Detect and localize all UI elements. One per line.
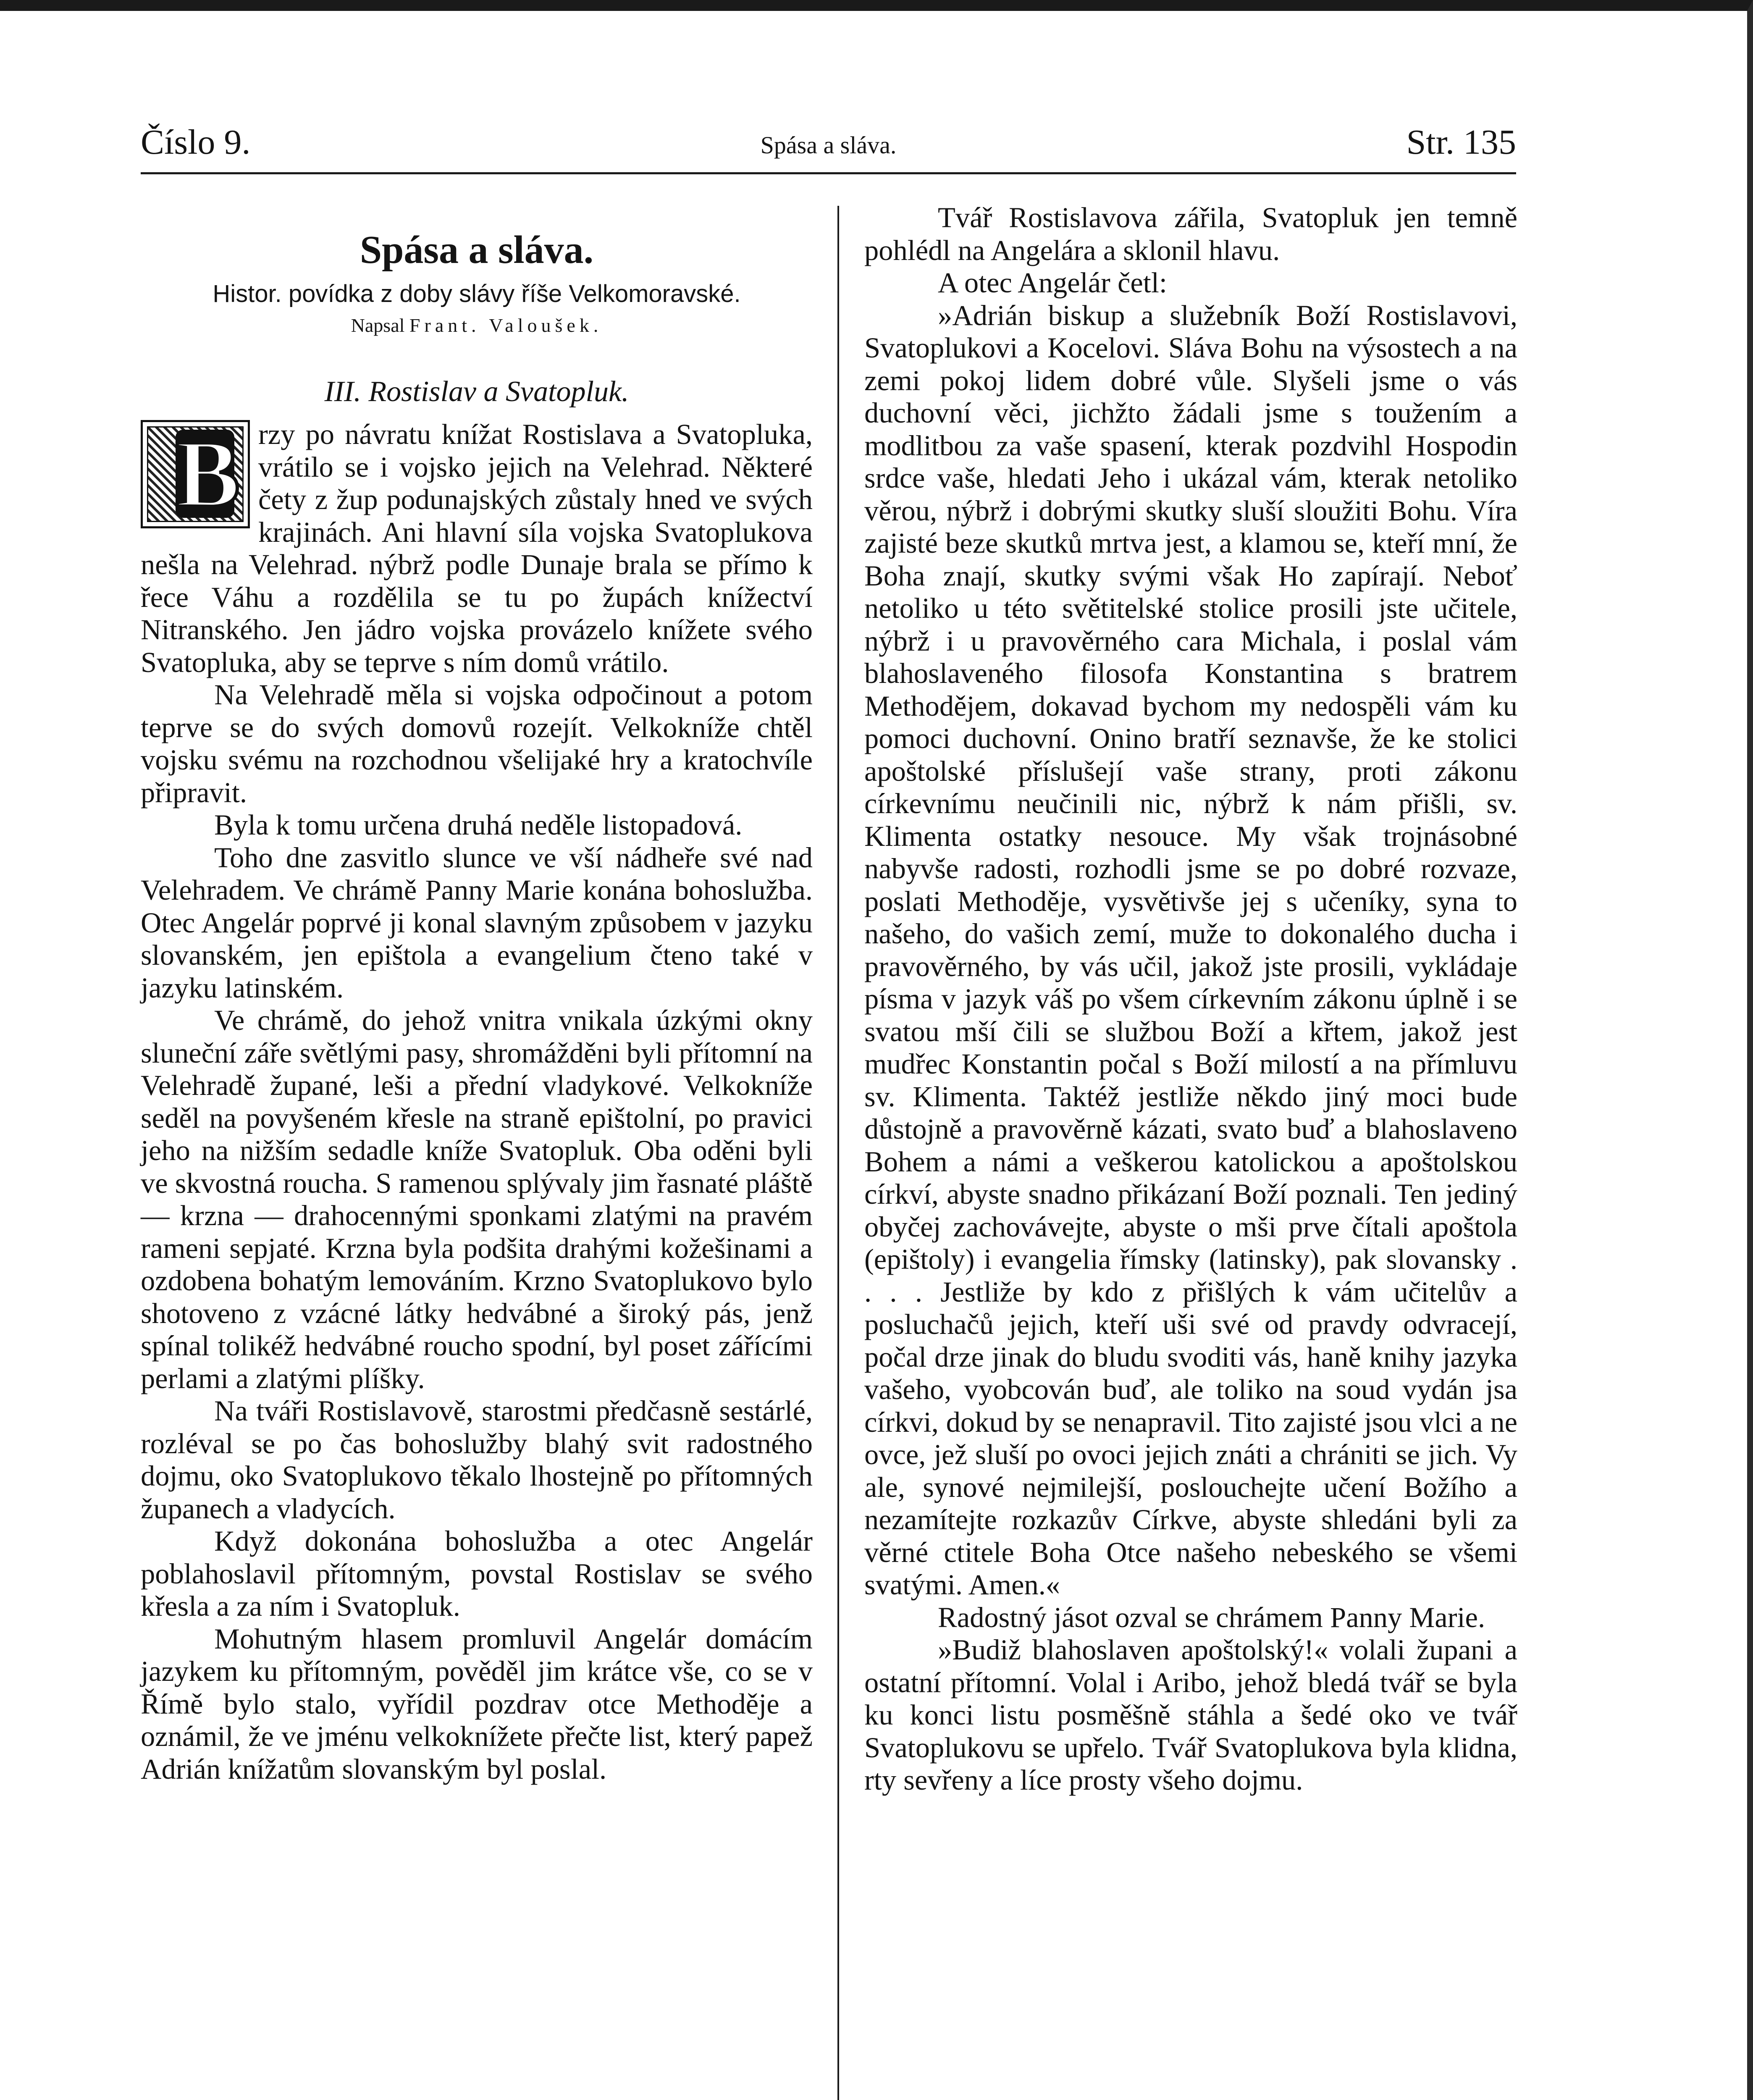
page-number: Str. 135 bbox=[1406, 123, 1516, 162]
paragraph: A otec Angelár četl: bbox=[938, 267, 1167, 299]
issue-number: Číslo 9. bbox=[141, 123, 251, 162]
first-paragraph-text: rzy po návratu knížat Rostislava a Svatopluka, vrátilo se i vojsko jejich na Velehrad. Některé čety z žup podunajských zůstaly hned ve svých krajinách. Ani hlavní síla vojska Svatoplukova nešla na Velehrad. nýbrž podle Dunaje brala se přímo k řece Váhu a rozdělila se tu po župách knížectví Nitranského. Jen jádro vojska provázelo knížete svého Svatopluka, aby se teprve s ním domů vrátilo. bbox=[141, 418, 813, 678]
byline-prefix: Napsal bbox=[351, 315, 405, 336]
papal-letter: »Adrián biskup a služebník Boží Rostislavovi, Svatoplukovi a Kocelovi. Sláva Bohu na výsostech a na zemi pokoj lidem dobré vůle. Slyšeli jsme o vás duchovní věci, jichžto žádali jsme s toužením a modlitbou za vaše spasení, kterak pozdvihl Hospodin srdce vaše, hledati Jeho i ukázal vám, kterak netoliko věrou, nýbrž i dobrými skutky sluší sloužiti Bohu. Víra zajisté beze skutků mrtva jest, a klamou se, kteří mní, že Boha znají, skutky svými však Ho zapírají. Neboť netoliko u této světitelské stolice prosili jste učitele, nýbrž i u pravověrného cara Michala, i poslal vám blahoslaveného filosofa Konstantina s bratrem Methodějem, dokavad bychom my nedospěli vám ku pomoci duchovní. Onino bratří seznavše, že ke stolici apoštolské příslušejí vaše strany, proti zákonu církevnímu neučinili nic, nýbrž k nám přišli, sv. Klimenta ostatky nesouce. My však trojnásobné nabyvše radosti, rozhodli jsme se po dobré rozvaze, poslati Methoděje, vysvětivše jej s učeníky, syna to našeho, do vašich zemí, muže to dokonalého ducha i pravověrného, by vás učil, jakož jste prosili, vykládaje písma v jazyk váš po všem církevním zákonu úplně i se svatou mší čili se službou Boží a křtem, jakož jest mudřec Konstantin počal s Boží milostí a na přímluvu sv. Klimenta. Taktéž jestliže někdo jiný moci bude důstojně a pravověrně kázati, svato buď a blahoslaveno Bohem a námi a veškerou katolickou a apoštolskou církví, abyste snadno přikázaní Boží poznali. Ten jediný obyčej zachovávejte, abyste o mši prve čítali apoštola (epištoly) i evangelia římsky (latinsky), pak slovansky . . . . Jestliže by kdo z přišlých k vám učitelův a posluchačů jejich, kteří uši své od pravdy odvracejí, počal drze jinak do bludu svoditi vás, haně knihy jazyka vašeho, vyobcován buď, ale toliko na soud vydán jsa církvi, dokud by se nenapravil. Tito zajisté jsou vlci a ne ovce, jež sluší po ovoci jejich znáti a chrániti se jich. Vy ale, synové nejmilejší, poslouchejte učení Božího a nezamítejte rozkazův Církve, abyste shledáni byli za věrné ctitele Boha Otce našeho nebeského se všemi svatými. Amen.« bbox=[864, 299, 1517, 1601]
paragraph: Když dokonána bohoslužba a otec Angelár poblahoslavil přítomným, povstal Rostislav se svého křesla a za ním i Svatopluk. bbox=[141, 1525, 813, 1622]
article-subtitle: Histor. povídka z doby slávy říše Velkomoravské. bbox=[213, 280, 741, 307]
article-title: Spása a sláva. bbox=[360, 228, 594, 272]
column-divider bbox=[837, 206, 839, 2100]
article-byline bbox=[141, 311, 813, 340]
paragraph: Byla k tomu určena druhá neděle listopadová. bbox=[214, 809, 743, 841]
paragraph: Ve chrámě, do jehož vnitra vnikala úzkými okny sluneční záře světlými pasy, shromážděni byli přítomní na Velehradě župané, leši a přední vladykové. Velkokníže seděl na povyšeném křesle na straně epištolní, po pravici jeho na nižším sedadle kníže Svatopluk. Oba oděni byli ve skvostná roucha. S ramenou splývaly jim řasnaté pláště — krzna — drahocennými sponkami zlatými na pravém rameni sepjaté. Krzna byla podšita drahými kožešinami a ozdobena bohatým lemováním. Krzno Svatoplukovo bylo shotoveno z vzácné látky hedvábné a široký pás, jenž spínal tolikéž hedvábné roucho spodní, byl poset zářícími perlami a zlatými plíšky. bbox=[141, 1004, 813, 1394]
first-paragraph bbox=[141, 418, 813, 679]
paragraph: Mohutným hlasem promluvil Angelár domácím jazykem ku přítomným, pověděl jim krátce vše, co se v Římě bylo stalo, vyřídil pozdrav otce Methoděje a oznámil, že ve jménu velkoknížete přečte list, který papež Adrián knížatům slovanským byl poslal. bbox=[141, 1622, 813, 1785]
page-header bbox=[141, 122, 1516, 172]
paragraph: Na tváři Rostislavově, starostmi předčasně sestárlé, rozléval se po čas bohoslužby blahý svit radostného dojmu, oko Svatoplukovo těkalo lhostejně po přítomných županech a vladycích. bbox=[141, 1395, 813, 1525]
paragraph: Toho dne zasvitlo slunce ve vší nádheře své nad Velehradem. Ve chrámě Panny Marie konána bohoslužba. Otec Angelár poprvé ji konal slavným způsobem v jazyku slovanském, jen epištola a evangelium čteno také v jazyku latinském. bbox=[141, 841, 813, 1004]
left-column bbox=[141, 202, 813, 1785]
paragraph: Radostný jásot ozval se chrámem Panny Marie. bbox=[938, 1601, 1485, 1633]
running-title: Spása a sláva. bbox=[760, 131, 897, 159]
byline-author: Frant. Valoušek. bbox=[409, 315, 603, 336]
paragraph: »Budiž blahoslaven apoštolský!« volali župani a ostatní přítomní. Volal i Aribo, jehož bledá tvář se byla ku konci listu posměšně stáhla a šedé oko ve tvář Svatoplukovu se upřelo. Tvář Svatoplukova byla klidna, rty sevřeny a líce prosty všeho dojmu. bbox=[864, 1634, 1517, 1796]
right-column bbox=[864, 202, 1517, 1797]
header-rule bbox=[141, 172, 1516, 174]
drop-cap-ornament bbox=[141, 420, 250, 528]
drop-cap-letter: B bbox=[176, 420, 240, 527]
paragraph: Tvář Rostislavova zářila, Svatopluk jen temně pohlédl na Angelára a sklonil hlavu. bbox=[864, 202, 1517, 266]
chapter-heading: III. Rostislav a Svatopluk. bbox=[324, 375, 629, 408]
paragraph: Na Velehradě měla si vojska odpočinout a potom teprve se do svých domovů rozejít. Velkokníže chtěl vojsku svému na rozchodnou všelijaké hry a kratochvíle připravit. bbox=[141, 679, 813, 808]
